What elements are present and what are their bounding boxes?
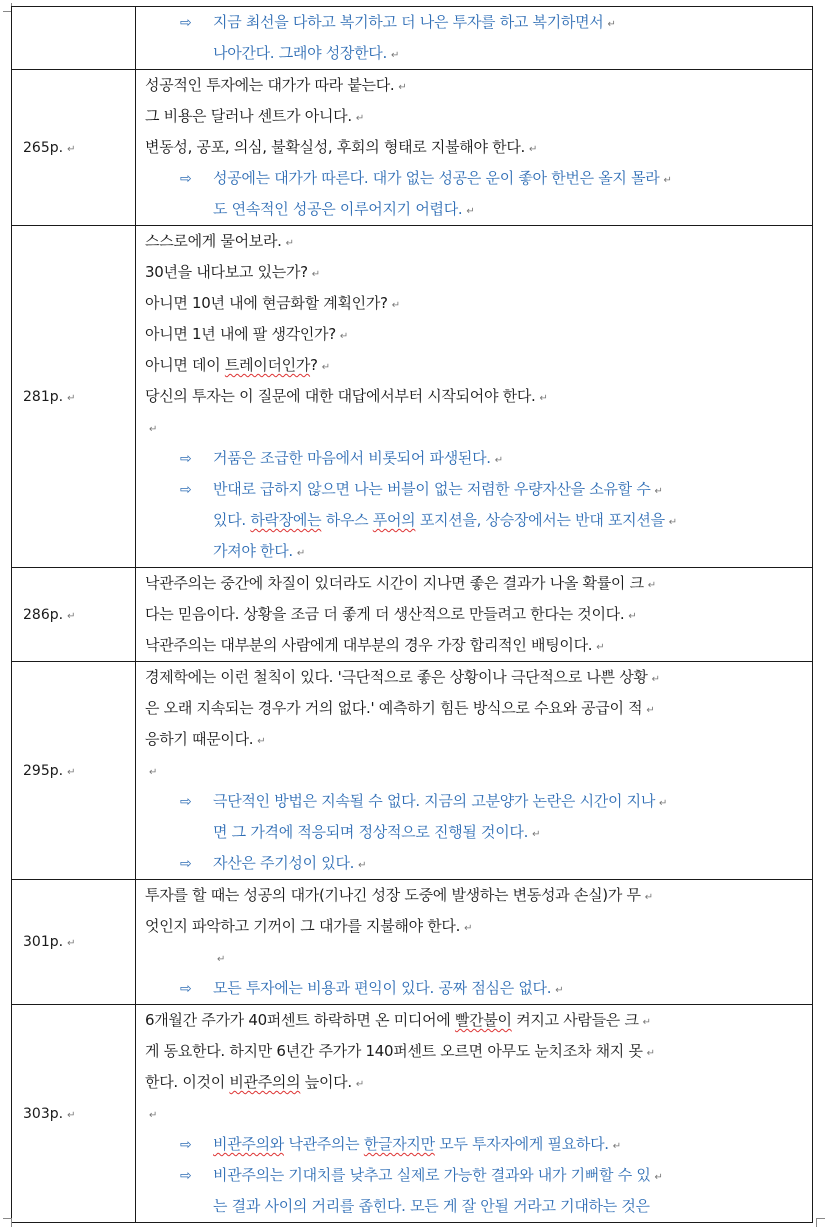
paragraph-mark: ↵ — [355, 1079, 364, 1090]
paragraph-mark: ↵ — [644, 892, 653, 903]
paragraph-mark: ↵ — [67, 392, 76, 404]
line-text: 나아간다. 그래야 성장한다. — [213, 44, 387, 62]
arrow-bullet-icon: ⇨ — [180, 794, 192, 810]
page-number: 303p. — [23, 1105, 64, 1122]
paragraph-mark: ↵ — [532, 829, 541, 840]
table-row — [12, 70, 813, 226]
misspelled-word: 빨간불이 — [454, 1011, 512, 1029]
line-text: ? — [310, 356, 318, 374]
line-text: 낙관주의는 대부분의 사람에게 대부분의 경우 가장 합리적인 배팅이다. — [145, 636, 593, 654]
paragraph-mark: ↵ — [654, 486, 663, 497]
text-line — [145, 724, 812, 755]
page-number-cell — [12, 568, 136, 662]
paragraph-mark: ↵ — [257, 736, 266, 747]
paragraph-mark: ↵ — [539, 393, 548, 404]
corner-mark-bottom-left — [3, 1218, 12, 1227]
line-text: 성공적인 투자에는 대가가 따라 붙는다. — [145, 76, 395, 94]
line-text: 켜지고 사람들은 크 — [511, 1011, 639, 1029]
text-line — [145, 1036, 812, 1067]
line-text: 다는 믿음이다. 상황을 조금 더 좋게 더 생산적으로 만들려고 한다는 것이다. — [145, 605, 625, 623]
paragraph-mark: ↵ — [642, 1017, 651, 1028]
corner-mark-bottom-right — [816, 1218, 825, 1227]
line-text: 낙관주의는 중간에 차질이 있더라도 시간이 지나면 좋은 결과가 나올 확률이 크 — [145, 574, 644, 592]
bullet-line — [145, 973, 812, 1004]
paragraph-mark: ↵ — [663, 175, 672, 186]
paragraph-mark: ↵ — [285, 238, 294, 249]
line-text: 는 결과 사이의 거리를 좁힌다. 모든 게 잘 안될 거라고 기대하는 것은 — [213, 1197, 650, 1215]
line-text: 지금 최선을 다하고 복기하고 더 나은 투자를 하고 복기하면서 — [213, 13, 604, 31]
line-text: 경제학에는 이런 철칙이 있다. '극단적으로 좋은 상황이나 극단적으로 나쁜 상황 — [145, 668, 648, 686]
line-text: 성공에는 대가가 따른다. 대가 없는 성공은 운이 좋아 한번은 올지 몰라 — [213, 169, 660, 187]
arrow-bullet-icon: ⇨ — [180, 482, 192, 498]
text-line — [145, 1098, 812, 1129]
quote-table — [11, 6, 813, 1223]
arrow-bullet-icon: ⇨ — [180, 451, 192, 467]
paragraph-mark: ↵ — [646, 1048, 655, 1059]
line-text: 은 오래 지속되는 경우가 거의 없다.' 예측하기 힘든 방식으로 수요와 공급이 적 — [145, 699, 643, 717]
line-text: 반대로 급하지 않으면 나는 버블이 없는 저렴한 우량자산을 소유할 수 — [213, 480, 651, 498]
line-text: 엇인지 파악하고 기꺼이 그 대가를 지불해야 한다. — [145, 917, 461, 935]
paragraph-mark: ↵ — [355, 113, 364, 124]
quote-content-cell — [136, 7, 813, 70]
paragraph-mark: ↵ — [339, 331, 348, 342]
table-row — [12, 226, 813, 568]
paragraph-mark: ↵ — [464, 923, 473, 934]
misspelled-word: 비관주의와 — [213, 1135, 284, 1153]
paragraph-mark: ↵ — [149, 424, 158, 435]
arrow-bullet-icon: ⇨ — [180, 981, 192, 997]
paragraph-mark: ↵ — [358, 860, 367, 871]
paragraph-mark: ↵ — [647, 580, 656, 591]
page-number-cell — [12, 226, 136, 568]
paragraph-mark: ↵ — [311, 269, 320, 280]
line-text: 거품은 조급한 마음에서 비롯되어 파생된다. — [213, 449, 491, 467]
line-text: 도 연속적인 성공은 이루어지기 어렵다. — [213, 200, 463, 218]
arrow-bullet-icon: ⇨ — [180, 1137, 192, 1153]
paragraph-mark: ↵ — [494, 455, 503, 466]
paragraph-mark: ↵ — [391, 300, 400, 311]
text-line — [145, 1067, 812, 1098]
page-number: 295p. — [23, 762, 64, 779]
text-line — [145, 880, 812, 911]
misspelled-word: 비관주의의 — [229, 1073, 301, 1091]
bullet-line — [145, 1191, 812, 1222]
text-line — [145, 132, 812, 163]
text-line — [145, 693, 812, 724]
line-text: 투자를 할 때는 성공의 대가(기나긴 성장 도중에 발생하는 변동성과 손실)가 무 — [145, 886, 641, 904]
text-line — [145, 630, 812, 661]
paragraph-mark: ↵ — [296, 548, 305, 559]
line-text: 낙관주의는 — [283, 1135, 364, 1153]
text-line — [145, 70, 812, 101]
page-number-cell — [12, 7, 136, 70]
line-text: 늪이다. — [300, 1073, 352, 1091]
line-text: 모두 투자자에게 필요하다. — [434, 1135, 609, 1153]
table-row — [12, 568, 813, 662]
text-line — [145, 381, 812, 412]
line-text: 하우스 — [321, 511, 373, 529]
paragraph-mark: ↵ — [654, 1172, 663, 1183]
text-line — [145, 755, 812, 786]
paragraph-mark: ↵ — [668, 517, 677, 528]
quote-content-cell — [136, 1005, 813, 1223]
text-line — [145, 911, 812, 942]
paragraph-mark: ↵ — [67, 938, 76, 949]
bullet-line — [145, 443, 812, 474]
paragraph-mark: ↵ — [659, 798, 668, 809]
paragraph-mark: ↵ — [628, 611, 637, 622]
paragraph-mark: ↵ — [321, 362, 330, 373]
bullet-line — [145, 505, 812, 536]
paragraph-mark: ↵ — [67, 143, 76, 155]
text-line — [145, 942, 812, 973]
paragraph-mark: ↵ — [67, 610, 76, 622]
line-text: 스스로에게 물어보라. — [145, 232, 282, 250]
line-text: 극단적인 방법은 지속될 수 없다. 지금의 고분양가 논란은 시간이 지나 — [213, 792, 656, 810]
table-row — [12, 7, 813, 70]
table-row — [12, 880, 813, 1005]
bullet-line — [145, 1129, 812, 1160]
bullet-line — [145, 786, 812, 817]
misspelled-word: 하락장에는 — [250, 511, 322, 529]
text-line — [145, 412, 812, 443]
line-text: 변동성, 공포, 의심, 불확실성, 후회의 형태로 지불해야 한다. — [145, 138, 525, 156]
line-text: 게 동요한다. 하지만 6년간 주가가 140퍼센트 오르면 아무도 눈치조차 채지 못 — [145, 1042, 643, 1060]
text-line — [145, 1005, 812, 1036]
quote-content-cell — [136, 70, 813, 226]
page-number: 301p. — [23, 934, 64, 950]
text-line — [145, 101, 812, 132]
line-text: 비관주의는 기대치를 낮추고 실제로 가능한 결과와 내가 기뻐할 수 있 — [213, 1166, 651, 1184]
bullet-line — [145, 7, 812, 38]
bullet-line — [145, 194, 812, 225]
quote-content-cell — [136, 568, 813, 662]
page-number-cell — [12, 70, 136, 226]
paragraph-mark: ↵ — [555, 985, 564, 996]
table-row — [12, 662, 813, 880]
text-line — [145, 350, 812, 381]
page-number-cell — [12, 662, 136, 880]
line-text: 응하기 때문이다. — [145, 730, 254, 748]
line-text: 포지션을, 상승장에서는 반대 포지션을 — [415, 511, 665, 529]
line-text: 아니면 10년 내에 현금화할 계획인가? — [145, 294, 388, 312]
bullet-line — [145, 163, 812, 194]
bullet-line — [145, 38, 812, 69]
paragraph-mark: ↵ — [607, 19, 616, 30]
line-text: 가져야 한다. — [213, 542, 293, 560]
quote-content-cell — [136, 226, 813, 568]
quote-content-cell — [136, 880, 813, 1005]
misspelled-word: 한글자지만 — [363, 1135, 435, 1153]
paragraph-mark: ↵ — [529, 144, 538, 155]
line-text: 자산은 주기성이 있다. — [213, 854, 355, 872]
bullet-line — [145, 817, 812, 848]
line-text: 있다. — [213, 511, 251, 529]
arrow-bullet-icon: ⇨ — [180, 171, 192, 187]
paragraph-mark: ↵ — [398, 82, 407, 93]
arrow-bullet-icon: ⇨ — [180, 856, 192, 872]
paragraph-mark: ↵ — [217, 954, 226, 965]
line-text: 당신의 투자는 이 질문에 대한 대답에서부터 시작되어야 한다. — [145, 387, 536, 405]
misspelled-word: 트레이더인가 — [224, 356, 311, 374]
line-text: 모든 투자에는 비용과 편익이 있다. 공짜 점심은 없다. — [213, 979, 552, 997]
paragraph-mark: ↵ — [651, 674, 660, 685]
line-text: 한다. 이것이 — [145, 1073, 230, 1091]
line-text: 그 비용은 달러나 센트가 아니다. — [145, 107, 352, 125]
paragraph-mark: ↵ — [390, 50, 400, 61]
line-text: 면 그 가격에 적응되며 정상적으로 진행될 것이다. — [213, 823, 529, 841]
arrow-bullet-icon: ⇨ — [180, 1168, 192, 1184]
bullet-line — [145, 1160, 812, 1191]
text-line — [145, 288, 812, 319]
text-line — [145, 568, 812, 599]
page-number: 281p. — [23, 388, 64, 405]
paragraph-mark: ↵ — [596, 642, 605, 653]
bullet-line — [145, 848, 812, 879]
paragraph-mark: ↵ — [67, 1109, 76, 1121]
paragraph-mark: ↵ — [149, 767, 158, 778]
text-line — [145, 257, 812, 288]
bullet-line — [145, 536, 812, 567]
paragraph-mark: ↵ — [612, 1141, 621, 1152]
text-line — [145, 226, 812, 257]
text-line — [145, 599, 812, 630]
misspelled-word: 푸어의 — [372, 511, 416, 529]
line-text: 6개월간 주가가 40퍼센트 하락하면 온 미디어에 — [145, 1011, 455, 1029]
quote-content-cell — [136, 662, 813, 880]
bullet-line — [145, 474, 812, 505]
line-text: 아니면 데이 — [145, 356, 225, 374]
page-number: 286p. — [23, 606, 64, 623]
text-line — [145, 319, 812, 350]
text-line — [145, 662, 812, 693]
line-text: 30년을 내다보고 있는가? — [145, 263, 308, 281]
page-number-cell — [12, 880, 136, 1005]
page-number: 265p. — [23, 139, 64, 156]
paragraph-mark: ↵ — [466, 206, 475, 217]
arrow-bullet-icon: ⇨ — [180, 15, 192, 31]
table-row — [12, 1005, 813, 1223]
paragraph-mark: ↵ — [67, 766, 76, 778]
paragraph-mark: ↵ — [149, 1110, 158, 1121]
page-number-cell — [12, 1005, 136, 1223]
line-text: 아니면 1년 내에 팔 생각인가? — [145, 325, 336, 343]
paragraph-mark: ↵ — [646, 705, 655, 716]
